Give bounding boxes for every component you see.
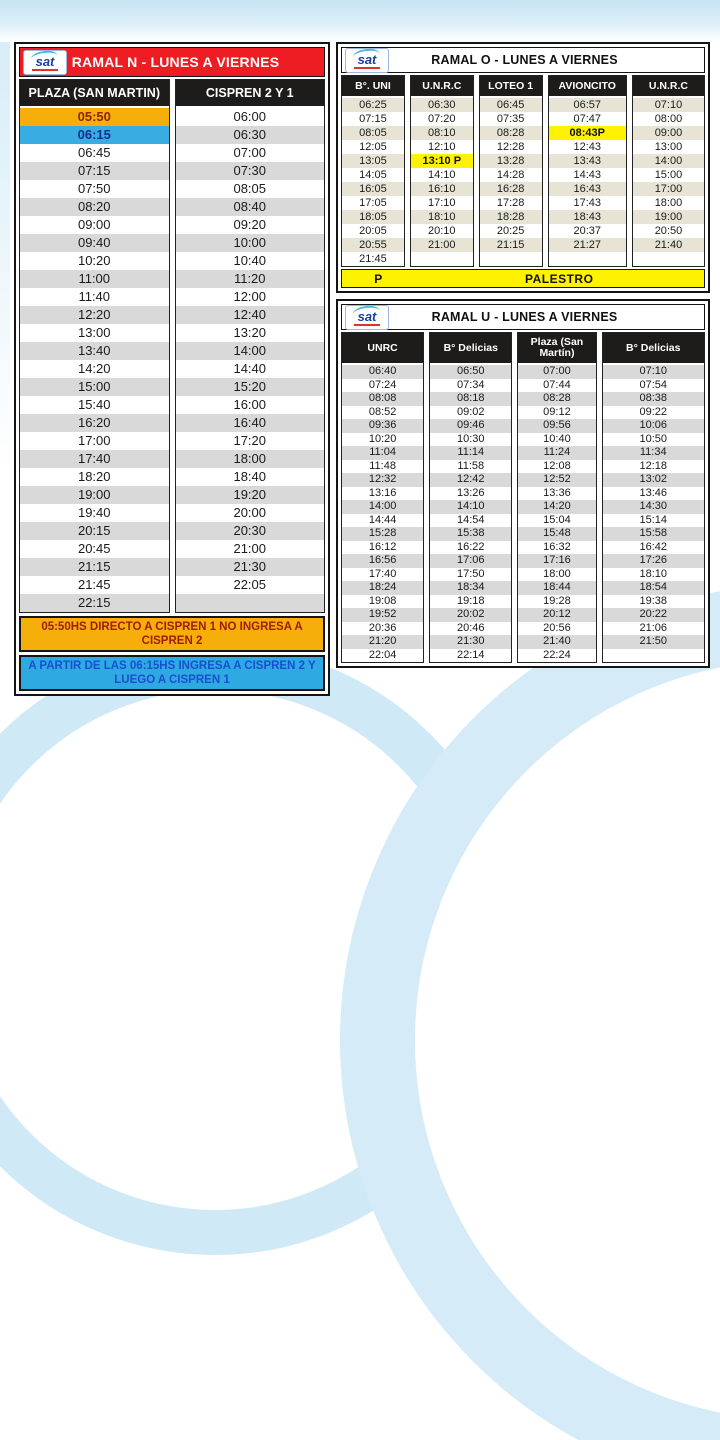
time-cell: 18:00 [176,450,325,468]
time-cell: 20:25 [480,224,542,238]
ramal-o-column-2 [479,75,543,267]
time-cell: 09:02 [430,406,511,420]
time-cell: 12:18 [603,460,704,474]
ramal-u-title-bar [341,304,705,330]
time-cell: 08:05 [176,180,325,198]
sat-logo-subtext-bar [354,67,380,69]
time-cell: 13:28 [480,154,542,168]
time-cell [176,594,325,612]
time-cell: 14:00 [633,154,704,168]
ramal-o-title-bar [341,47,705,73]
time-cell: 17:05 [342,196,404,210]
time-cell: 13:10 P [411,154,473,168]
time-cell: 07:35 [480,112,542,126]
time-cell: 15:14 [603,514,704,528]
time-cell: 18:28 [480,210,542,224]
time-cell: 18:05 [342,210,404,224]
time-cell: 14:05 [342,168,404,182]
time-cell: 21:06 [603,622,704,636]
time-cell: 15:38 [430,527,511,541]
sat-logo-subtext-bar [32,69,58,71]
time-cell: 18:34 [430,581,511,595]
top-blue-band [0,0,720,42]
time-cell: 10:40 [518,433,595,447]
time-cell: 14:30 [603,500,704,514]
ramal-n-note-blue: A PARTIR DE LAS 06:15HS INGRESA A CISPREN 2 Y LUEGO A CISPREN 1 [19,655,325,691]
time-cell: 06:50 [430,365,511,379]
time-cell: 05:50 [20,108,169,126]
time-cell: 16:43 [549,182,626,196]
time-cell: 07:44 [518,379,595,393]
time-cell: 21:40 [633,238,704,252]
sat-swoosh-icon [30,49,58,65]
time-cell: 12:10 [411,140,473,154]
time-cell: 22:04 [342,649,423,663]
time-cell: 16:00 [176,396,325,414]
ramal-u-column-2 [517,332,596,663]
time-cell: 22:14 [430,649,511,663]
time-cell [480,252,542,266]
time-cell: 09:00 [20,216,169,234]
time-cell: 14:44 [342,514,423,528]
column-header: B° Delicias [603,333,704,365]
time-cell: 22:05 [176,576,325,594]
time-cell: 07:30 [176,162,325,180]
time-cell: 20:05 [342,224,404,238]
time-cell: 20:22 [603,608,704,622]
time-cell: 08:05 [342,126,404,140]
sat-swoosh-icon [352,47,380,63]
time-cell: 18:00 [633,196,704,210]
time-cell: 20:56 [518,622,595,636]
time-cell [411,252,473,266]
time-cell: 08:38 [603,392,704,406]
time-cell: 07:54 [603,379,704,393]
time-cell: 20:50 [633,224,704,238]
time-cell: 12:52 [518,473,595,487]
ramal-n-column-0 [19,79,170,613]
time-cell: 19:00 [20,486,169,504]
time-cell: 12:28 [480,140,542,154]
time-cell: 13:46 [603,487,704,501]
time-cell: 19:52 [342,608,423,622]
time-cell [549,252,626,266]
time-cell: 12:40 [176,306,325,324]
time-cell: 17:00 [20,432,169,450]
time-cell: 19:38 [603,595,704,609]
time-cell: 08:28 [480,126,542,140]
column-header: B° Delicias [430,333,511,365]
time-cell: 10:40 [176,252,325,270]
time-cell [633,252,704,266]
column-header: PLAZA (SAN MARTIN) [20,80,169,108]
time-cell: 20:15 [20,522,169,540]
time-cell: 16:12 [342,541,423,555]
time-cell: 14:43 [549,168,626,182]
time-cell: 16:05 [342,182,404,196]
time-cell: 21:45 [342,252,404,266]
time-cell: 12:43 [549,140,626,154]
time-cell: 19:08 [342,595,423,609]
time-cell: 13:36 [518,487,595,501]
time-cell: 21:50 [603,635,704,649]
ramal-o-column-4 [632,75,705,267]
ramal-n-note-orange: 05:50HS DIRECTO A CISPREN 1 NO INGRESA A CISPREN 2 [19,616,325,652]
ramal-o-column-3 [548,75,627,267]
time-cell: 06:40 [342,365,423,379]
time-cell: 08:18 [430,392,511,406]
sat-logo-subtext-bar [354,324,380,326]
time-cell: 17:00 [633,182,704,196]
time-cell: 17:40 [20,450,169,468]
sat-logo [23,50,67,75]
time-cell: 16:10 [411,182,473,196]
ramal-u-grid [341,332,705,663]
column-header: LOTEO 1 [480,76,542,98]
time-cell: 12:32 [342,473,423,487]
ramal-n-title-bar [19,47,325,77]
time-cell: 21:40 [518,635,595,649]
time-cell: 08:08 [342,392,423,406]
time-cell: 06:45 [480,98,542,112]
time-cell: 11:48 [342,460,423,474]
time-cell: 10:06 [603,419,704,433]
ramal-o-column-1 [410,75,474,267]
time-cell: 07:34 [430,379,511,393]
time-cell: 20:02 [430,608,511,622]
time-cell: 15:28 [342,527,423,541]
time-cell: 17:28 [480,196,542,210]
time-cell: 07:00 [518,365,595,379]
time-cell: 06:45 [20,144,169,162]
time-cell [603,649,704,663]
time-cell: 15:48 [518,527,595,541]
sat-logo [345,305,389,330]
time-cell: 19:28 [518,595,595,609]
time-cell: 17:20 [176,432,325,450]
time-cell: 21:45 [20,576,169,594]
time-cell: 17:06 [430,554,511,568]
time-cell: 13:43 [549,154,626,168]
time-cell: 09:20 [176,216,325,234]
time-cell: 09:40 [20,234,169,252]
ramal-o-grid [341,75,705,267]
time-cell: 10:50 [603,433,704,447]
palestro-label: PALESTRO [524,271,594,286]
time-cell: 11:14 [430,446,511,460]
time-cell: 13:26 [430,487,511,501]
time-cell: 13:00 [633,140,704,154]
time-cell: 11:20 [176,270,325,288]
time-cell: 06:00 [176,108,325,126]
time-cell: 15:00 [20,378,169,396]
time-cell: 06:57 [549,98,626,112]
time-cell: 06:25 [342,98,404,112]
ramal-u-title: RAMAL U - LUNES A VIERNES [431,310,618,324]
ramal-o-table [336,42,710,293]
time-cell: 20:36 [342,622,423,636]
time-cell: 08:28 [518,392,595,406]
column-header: AVIONCITO [549,76,626,98]
time-cell: 11:58 [430,460,511,474]
time-cell: 14:40 [176,360,325,378]
time-cell: 20:46 [430,622,511,636]
time-cell: 14:00 [176,342,325,360]
time-cell: 20:12 [518,608,595,622]
time-cell: 16:40 [176,414,325,432]
time-cell: 13:00 [20,324,169,342]
time-cell: 20:37 [549,224,626,238]
ramal-u-column-3 [602,332,705,663]
time-cell: 22:15 [20,594,169,612]
time-cell: 07:20 [411,112,473,126]
time-cell: 14:10 [430,500,511,514]
time-cell: 18:40 [176,468,325,486]
time-cell: 16:22 [430,541,511,555]
ramal-n-grid [19,79,325,613]
ramal-o-footer [341,269,705,288]
time-cell: 15:00 [633,168,704,182]
time-cell: 16:42 [603,541,704,555]
time-cell: 15:04 [518,514,595,528]
column-header: B°. UNI [342,76,404,98]
time-cell: 14:10 [411,168,473,182]
column-header: CISPREN 2 Y 1 [176,80,325,108]
time-cell: 07:15 [20,162,169,180]
time-cell: 18:00 [518,568,595,582]
time-cell: 16:56 [342,554,423,568]
time-cell: 17:16 [518,554,595,568]
time-cell: 19:20 [176,486,325,504]
time-cell: 14:28 [480,168,542,182]
time-cell: 18:54 [603,581,704,595]
time-cell: 14:54 [430,514,511,528]
sat-logo [345,48,389,73]
time-cell: 21:15 [20,558,169,576]
sat-swoosh-icon [352,304,380,320]
time-cell: 20:10 [411,224,473,238]
time-cell: 12:08 [518,460,595,474]
time-cell: 15:58 [603,527,704,541]
time-cell: 07:10 [633,98,704,112]
sat-logo-text: sat [35,53,55,69]
time-cell: 21:00 [411,238,473,252]
time-cell: 07:47 [549,112,626,126]
time-cell: 13:40 [20,342,169,360]
time-cell: 12:05 [342,140,404,154]
ramal-n-table [14,42,330,696]
column-header: U.N.R.C [411,76,473,98]
time-cell: 20:55 [342,238,404,252]
time-cell: 10:00 [176,234,325,252]
time-cell: 15:40 [20,396,169,414]
time-cell: 18:10 [603,568,704,582]
time-cell: 17:26 [603,554,704,568]
time-cell: 12:00 [176,288,325,306]
time-cell: 06:30 [176,126,325,144]
time-cell: 11:24 [518,446,595,460]
time-cell: 16:28 [480,182,542,196]
time-cell: 07:24 [342,379,423,393]
time-cell: 08:10 [411,126,473,140]
time-cell: 11:34 [603,446,704,460]
time-cell: 07:00 [176,144,325,162]
time-cell: 17:10 [411,196,473,210]
time-cell: 21:15 [480,238,542,252]
time-cell: 07:15 [342,112,404,126]
time-cell: 21:00 [176,540,325,558]
time-cell: 20:30 [176,522,325,540]
time-cell: 07:50 [20,180,169,198]
time-cell: 10:30 [430,433,511,447]
palestro-abbrev: P [374,271,383,286]
time-cell: 20:45 [20,540,169,558]
sat-logo-text: sat [357,51,377,67]
time-cell: 06:30 [411,98,473,112]
time-cell: 07:10 [603,365,704,379]
time-cell: 10:20 [342,433,423,447]
left-blue-stripe [0,42,10,472]
time-cell: 22:24 [518,649,595,663]
time-cell: 18:44 [518,581,595,595]
time-cell: 17:50 [430,568,511,582]
time-cell: 11:40 [20,288,169,306]
column-header: UNRC [342,333,423,365]
sat-logo-text: sat [357,308,377,324]
ramal-o-title: RAMAL O - LUNES A VIERNES [431,53,618,67]
time-cell: 15:20 [176,378,325,396]
time-cell: 16:20 [20,414,169,432]
time-cell: 09:36 [342,419,423,433]
time-cell: 18:10 [411,210,473,224]
time-cell: 09:46 [430,419,511,433]
time-cell: 11:04 [342,446,423,460]
column-header: Plaza (San Martín) [518,333,595,365]
time-cell: 21:27 [549,238,626,252]
ramal-n-title: RAMAL N - LUNES A VIERNES [71,54,280,70]
ramal-u-column-0 [341,332,424,663]
time-cell: 09:56 [518,419,595,433]
time-cell: 08:52 [342,406,423,420]
ramal-u-column-1 [429,332,512,663]
time-cell: 08:00 [633,112,704,126]
time-cell: 09:00 [633,126,704,140]
time-cell: 09:12 [518,406,595,420]
time-cell: 21:20 [342,635,423,649]
time-cell: 12:20 [20,306,169,324]
time-cell: 08:20 [20,198,169,216]
time-cell: 14:20 [20,360,169,378]
time-cell: 18:20 [20,468,169,486]
time-cell: 12:42 [430,473,511,487]
time-cell: 08:40 [176,198,325,216]
time-cell: 16:32 [518,541,595,555]
time-cell: 14:00 [342,500,423,514]
time-cell: 13:05 [342,154,404,168]
ramal-o-column-0 [341,75,405,267]
time-cell: 09:22 [603,406,704,420]
ramal-n-column-1 [175,79,326,613]
time-cell: 21:30 [176,558,325,576]
time-cell: 18:43 [549,210,626,224]
time-cell: 19:18 [430,595,511,609]
time-cell: 13:02 [603,473,704,487]
time-cell: 21:30 [430,635,511,649]
time-cell: 08:43P [549,126,626,140]
column-header: U.N.R.C [633,76,704,98]
time-cell: 19:40 [20,504,169,522]
time-cell: 10:20 [20,252,169,270]
time-cell: 20:00 [176,504,325,522]
time-cell: 19:00 [633,210,704,224]
ramal-u-table [336,299,710,668]
time-cell: 13:16 [342,487,423,501]
time-cell: 06:15 [20,126,169,144]
time-cell: 18:24 [342,581,423,595]
time-cell: 17:43 [549,196,626,210]
time-cell: 17:40 [342,568,423,582]
time-cell: 13:20 [176,324,325,342]
time-cell: 11:00 [20,270,169,288]
time-cell: 14:20 [518,500,595,514]
